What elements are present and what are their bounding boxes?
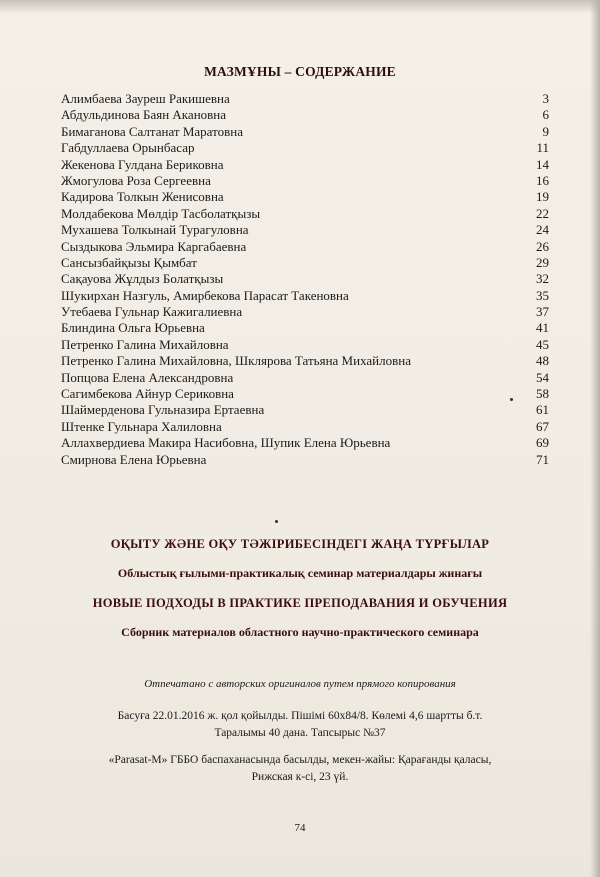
toc-entry-page: 6 <box>542 107 549 123</box>
toc-entry-author: Смирнова Елена Юрьевна <box>61 451 207 467</box>
toc-entry <box>61 386 549 402</box>
toc-entry-page: 48 <box>536 353 549 369</box>
toc-entry-page: 3 <box>542 91 549 106</box>
toc-entry <box>61 91 549 107</box>
toc-entry-author: Кадирова Толкын Женисовна <box>61 189 224 205</box>
scan-right-shadow <box>590 0 600 877</box>
toc-entry <box>61 222 549 238</box>
toc-entry-author: Попцова Елена Александровна <box>61 369 234 385</box>
toc-entry <box>61 452 549 468</box>
toc-entry-author: Алимбаева Зауреш Ракишевна <box>61 91 230 106</box>
toc-entry-page: 26 <box>536 238 549 254</box>
toc-entry-page: 61 <box>536 402 549 418</box>
toc-entry-author: Абдульдинова Баян Акановна <box>61 107 227 123</box>
publisher-address-line: «Parasat-M» ГББО баспаханасында басылды, мекен-жайы: Қарағанды қаласы, <box>108 754 492 766</box>
toc-entry <box>61 124 549 140</box>
toc-entry <box>61 107 549 123</box>
toc-entry-page: 41 <box>536 320 549 336</box>
publisher-address-line: Рижская к-сі, 23 үй. <box>251 771 349 783</box>
toc-entry <box>61 271 549 287</box>
toc-entry-author: Шаймерденова Гульназира Ертаевна <box>61 402 265 418</box>
toc-entry-page: 32 <box>536 271 549 287</box>
collection-title-ru: НОВЫЕ ПОДХОДЫ В ПРАКТИКЕ ПРЕПОДАВАНИЯ И ОБУЧЕНИЯ <box>92 596 508 610</box>
toc-entry <box>61 157 549 173</box>
toc-entry-page: 29 <box>536 254 549 270</box>
toc-entry-page: 11 <box>536 140 549 156</box>
page-number: 74 <box>294 822 306 834</box>
toc-title: МАЗМҰНЫ – СОДЕРЖАНИЕ <box>204 64 396 79</box>
toc-entry-author: Шукирхан Назгуль, Амирбекова Парасат Такеновна <box>61 287 349 303</box>
toc-entry-page: 19 <box>536 189 549 205</box>
toc-entry-author: Петренко Галина Михайловна, Шклярова Татьяна Михайловна <box>61 353 411 369</box>
scan-speck <box>510 398 513 401</box>
toc-entry-page: 16 <box>536 172 549 188</box>
collection-subtitle-kz: Облыстық ғылыми-практикалық семинар материалдары жинағы <box>117 566 483 580</box>
toc-entry <box>61 239 549 255</box>
toc-entry-author: Аллахвердиева Макира Насибовна, Шупик Елена Юрьевна <box>61 435 391 451</box>
toc-entry-page: 58 <box>536 386 549 402</box>
toc-entry <box>61 370 549 386</box>
toc-entry-page: 54 <box>536 369 549 385</box>
toc-entry <box>61 435 549 451</box>
toc-entry <box>61 419 549 435</box>
toc-entry-page: 37 <box>536 304 549 320</box>
toc-entry-author: Жекенова Гулдана Бериковна <box>61 156 224 172</box>
toc-entry <box>61 206 549 222</box>
toc-entry-author: Жмогулова Роза Сергеевна <box>61 172 211 188</box>
toc-entry <box>61 337 549 353</box>
toc-entry <box>61 173 549 189</box>
toc-entry-author: Габдуллаева Орынбасар <box>61 140 195 156</box>
toc-entry-page: 24 <box>536 222 549 238</box>
toc-entry-author: Утебаева Гульнар Кажигалиевна <box>61 304 243 320</box>
toc-entry-page: 69 <box>536 435 549 451</box>
publication-info-line: Басуға 22.01.2016 ж. қол қойылды. Пішімі 60х84/8. Көлемі 4,6 шартты б.т. <box>117 710 483 722</box>
toc-entry-author: Мухашева Толкынай Турагуловна <box>61 222 249 238</box>
toc-entry-page: 71 <box>536 451 549 467</box>
print-note: Отпечатано с авторских оригиналов путем прямого копирования <box>144 678 456 690</box>
toc-entry-author: Петренко Галина Михайловна <box>61 336 229 352</box>
toc-entry-page: 14 <box>536 156 549 172</box>
scan-top-shadow <box>0 0 600 14</box>
toc-entry <box>61 288 549 304</box>
toc-entry <box>61 402 549 418</box>
toc-entry-page: 35 <box>536 287 549 303</box>
collection-title-kz: ОҚЫТУ ЖӘНЕ ОҚУ ТӘЖІРИБЕСІНДЕГІ ЖАҢА ТҮРҒЫЛАР <box>110 537 490 551</box>
toc-entry-author: Бимаганова Салтанат Маратовна <box>61 123 243 139</box>
toc-entry-author: Сақауова Жұлдыз Болатқызы <box>61 271 224 287</box>
publication-info-line: Таралымы 40 дана. Тапсырыс №37 <box>214 727 386 739</box>
toc-entry <box>61 189 549 205</box>
table-of-contents <box>61 91 549 468</box>
toc-entry-page: 9 <box>542 123 549 139</box>
toc-entry <box>61 140 549 156</box>
toc-entry <box>61 353 549 369</box>
toc-entry-author: Блиндина Ольга Юрьевна <box>61 320 205 336</box>
toc-entry <box>61 304 549 320</box>
toc-entry-author: Молдабекова Мөлдір Тасболатқызы <box>61 205 261 221</box>
toc-entry-author: Сансызбайқызы Қымбат <box>61 254 197 270</box>
toc-entry-page: 45 <box>536 336 549 352</box>
collection-subtitle-ru: Сборник материалов областного научно-практического семинара <box>121 625 479 639</box>
toc-entry-author: Сыздыкова Эльмира Каргабаевна <box>61 238 247 254</box>
toc-entry <box>61 320 549 336</box>
toc-entry-page: 22 <box>536 205 549 221</box>
toc-entry-author: Сагимбекова Айнур Сериковна <box>61 386 234 402</box>
toc-entry <box>61 255 549 271</box>
decorative-dot <box>275 520 278 523</box>
toc-entry-author: Штенке Гульнара Халиловна <box>61 418 222 434</box>
toc-entry-page: 67 <box>536 418 549 434</box>
